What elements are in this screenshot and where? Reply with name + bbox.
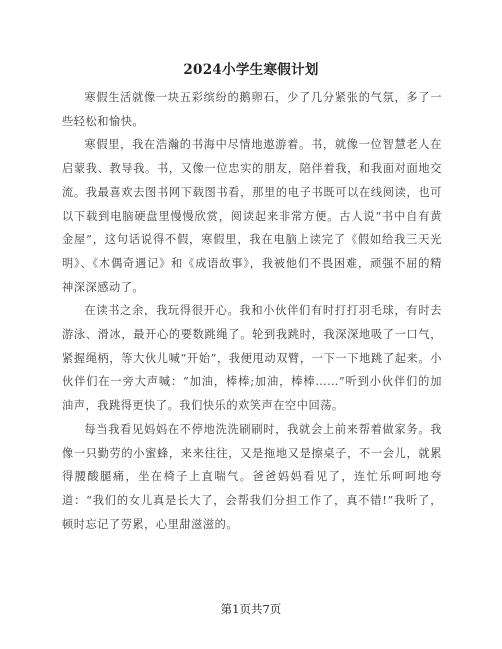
document-title: 2024小学生寒假计划 [183,62,319,78]
paragraph-reading: 寒假里，我在浩瀚的书海中尽情地遨游着。书，就像一位智慧老人在启蒙我、教导我。书，又像一位忠实的朋友，陪伴着我，和我面对面地交流。我最喜欢去图书网下载图书看，那里的电子书既可以在线阅读，也可以下载到电脑硬盘里慢慢欣赏，阅读起来非常方便。古人说“书中自有黄金屋”，这句话说得不假，寒假里，我在电脑上读完了《假如给我三天光明》、《木偶奇遇记》和《成语故事》，我被他们不畏困难，顽强不屈的精神深深感动了。 [62,138,442,294]
paragraph-intro: 寒假生活就像一块五彩缤纷的鹅卵石，少了几分紧张的气氛，多了一些轻松和愉快。 [62,91,442,128]
paragraph-housework: 每当我看见妈妈在不停地洗洗刷刷时，我就会上前来帮着做家务。我像一只勤劳的小蜜蜂，来来往往，又是拖地又是擦桌子，不一会儿，就累得腰酸腿痛，坐在椅子上直喘气。爸爸妈妈看见了，连忙乐呵呵地夸道：“我们的女儿真是长大了，会帮我们分担工作了，真不错!”我听了，顿时忘记了劳累，心里甜滋滋的。 [62,422,442,531]
paragraph-playing: 在读书之余，我玩得很开心。我和小伙伴们有时打打羽毛球，有时去游泳、滑冰，最开心的要数跳绳了。轮到我跳时，我深深地吸了一口气，紧握绳柄，等大伙儿喊“开始”，我便甩动双臂，一下一下地跳了起来。小伙伴们在一旁大声喊：“加油，棒棒;加油，棒棒……”听到小伙伴们的加油声，我跳得更快了。我们快乐的欢笑声在空中回荡。 [62,304,442,413]
page-number-footer: 第1页共7页 [220,602,282,616]
document-body [62,86,442,536]
